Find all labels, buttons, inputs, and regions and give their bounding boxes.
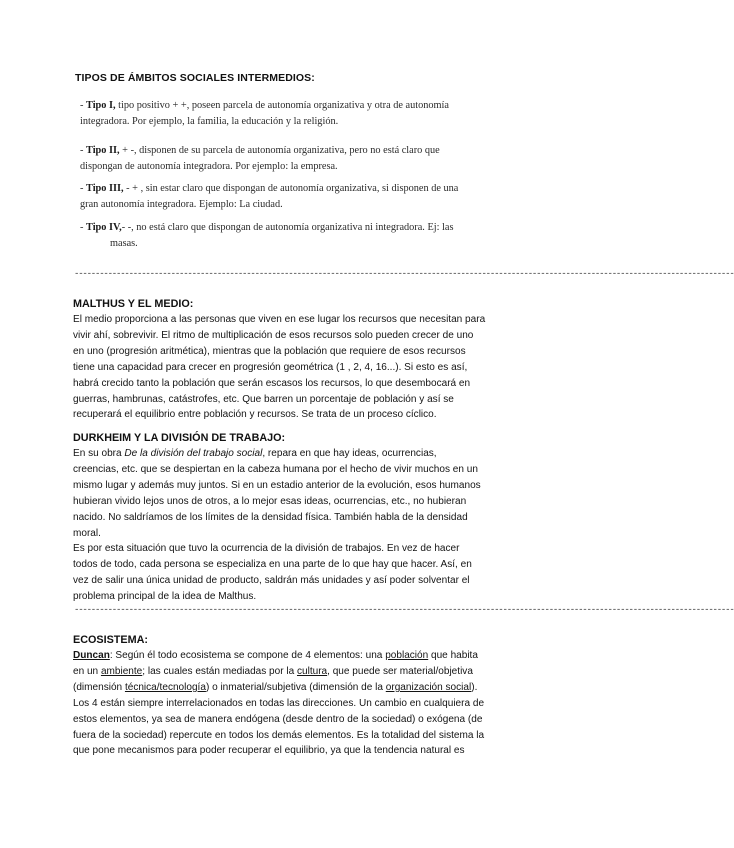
tipo-label: Tipo II, (86, 145, 120, 156)
duncan-term: Duncan (73, 650, 110, 661)
cultura-term: cultura (296, 665, 328, 677)
divider-line: ------------------------------------------------------------------------------------------------------------------------------------------------------------- (74, 269, 734, 279)
section-title-malthus: MALTHUS Y EL MEDIO: (73, 298, 194, 310)
section-heading-tipos: TIPOS DE ÁMBITOS SOCIALES INTERMEDIOS: (75, 72, 315, 84)
ecosistema-paragraph: Duncan: Según él todo ecosistema se compone de 4 elementos: una población que habita en un ambiente; las cuales están mediadas por la cultura, que puede ser material/objetiva (dimensión técnica/tecnología) o inmaterial/subjetiva (dimensión de la organización social). Los 4 están siempre interrelacionados en todas las direcciones. Un cambio en cualquiera de estos elementos, ya sea de manera endógena (desde dentro de la sociedad) o exógena (de fuera de la sociedad) repercute en todos los demás elementos. Es la totalidad del sistema la que pone mecanismos para poder recuperar el equilibrio, ya que la tendencia natural es (73, 650, 485, 757)
tipo-item: - Tipo IV,- -, no está claro que dispongan de autonomía organizativa ni integradora. Ej: las masas. (80, 222, 454, 249)
ambiente-term: ambiente (100, 665, 143, 677)
tipo-label: Tipo I, (86, 100, 116, 111)
malthus-paragraph: El medio proporciona a las personas que viven en ese lugar los recursos que necesitan para vivir ahí, sobrevivir. El ritmo de multiplicación de esos recursos solo pueden crecer de uno en uno (progresión aritmética), mientras que la población que requiere de esos recursos tiene una capacidad para crecer en progresión geométrica (1 , 2, 4, 16...). Si esto es así, habrá crecido tanto la población que serán escasos los recursos, lo que desembocará en guerras, hambrunas, catástrofes, etc. Que barren un porcentaje de población y así se recuperará el equilibrio entre población y recursos. Se trata de un proceso cíclico. (73, 314, 486, 421)
durkheim-paragraph: En su obra De la división del trabajo social, repara en que hay ideas, ocurrencias, creencias, etc. que se despiertan en la cabeza humana por el hecho de vivir muchos en un mismo lugar y además muy juntos. Si en un estadio anterior de la evolución, esos humanos hubieran vivido lejos unos de otros, a lo mejor esas ideas, ocurrencias, etc., no hubieran nacido. No saldríamos de los límites de la densidad física. También habla de la densidad moral. Es por esta situación que tuvo la ocurrencia de la división de trabajos. En vez de hacer todos de todo, cada persona se especializa en una parte de lo que hay que hacer. Así, en vez de salir una única unidad de producto, saldrán más unidades y así poder solventar el problema principal de la idea de Malthus. (73, 448, 481, 603)
tipo-label: Tipo IV, (86, 222, 122, 233)
tipo-item: - Tipo I, tipo positivo + +, poseen parcela de autonomía organizativa y otra de autonomía integradora. Por ejemplo, la familia, la educación y la religión. (80, 100, 449, 127)
tipo-label: Tipo III, (86, 183, 124, 194)
work-title: De la división del trabajo social (124, 448, 263, 459)
section-title-ecosistema: ECOSISTEMA: (73, 634, 148, 646)
tipo-item: - Tipo III, - + , sin estar claro que dispongan de autonomía organizativa, si disponen de una gran autonomía integradora. Ejemplo: La ciudad. (80, 183, 459, 210)
tipo-item: - Tipo II, + -, disponen de su parcela de autonomía organizativa, pero no está claro que dispongan de autonomía integradora. Por ejemplo: la empresa. (80, 145, 440, 172)
section-title-durkheim: DURKHEIM Y LA DIVISIÓN DE TRABAJO: (73, 432, 286, 444)
organizacion-term: organización social (385, 681, 472, 693)
tecnica-term: técnica/tecnología (124, 681, 206, 693)
poblacion-term: población (385, 650, 429, 661)
divider-line: ------------------------------------------------------------------------------------------------------------------------------------------------------------- (74, 605, 734, 615)
